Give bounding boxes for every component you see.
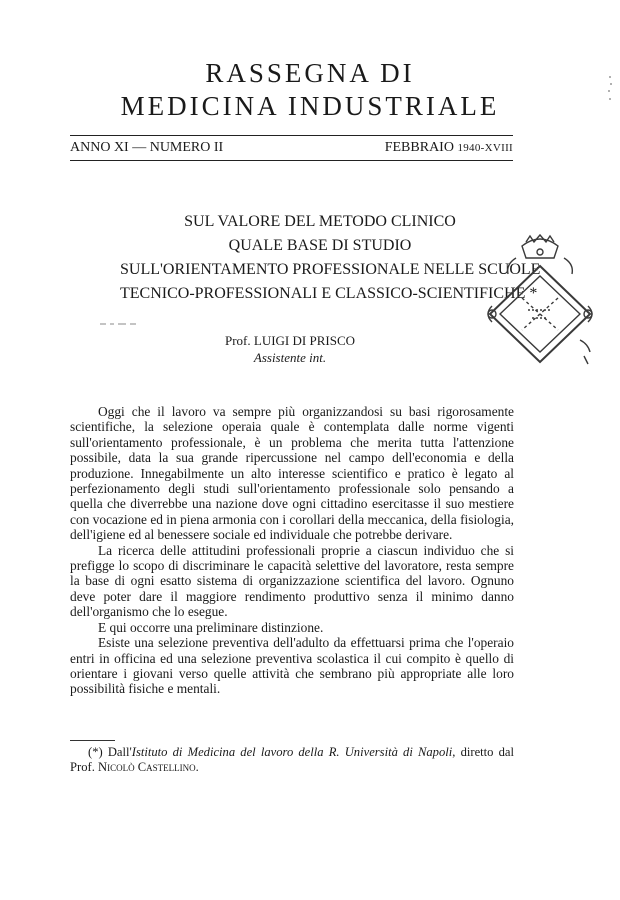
article-title-line-3: SULL'ORIENTAMENTO PROFESSIONALE NELLE SCUOLE [120,261,541,278]
footnote-institute: Istituto di Medicina del lavoro della R. Università di Napoli [131,745,453,759]
paragraph: E qui occorre una preliminare distinzione. [98,619,324,635]
library-stamp-icon [482,232,598,372]
paragraph: Oggi che il lavoro va sempre più organizzandosi su basi rigorosamente scientifiche, la selezione operaia quale è contemplata dalle norme vigenti sull'orientamento professionale, è un problema che merita tutta l'attenzione possibile, data la sua grande ripercussione nel campo dell'economia e della produzione. Innegabilmente un alto interesse scientifico e pratico è legato al perfezionamento degli studi sull'orientamento professionale solo pensando a quella che diverrebbe una nazione dove ogni cittadino esercitasse il suo mestiere con vocazione ed in piena armonia con i corollari della meccanica, della fisiologia, dell'igiene ed al benessere sociale ed individuale che potrebbe derivare. [70,404,514,543]
smudge-mark [100,322,140,326]
footnote-rule [70,740,115,741]
edge-marks [606,74,614,102]
journal-title-line-2: MEDICINA INDUSTRIALE [120,91,500,121]
journal-title-line-1: RASSEGNA DI [205,58,415,88]
footnote-middle: , diretto dal Prof. [70,745,514,774]
body-text [70,404,514,697]
footnote [70,745,514,775]
author-name: Prof. LUIGI DI PRISCO [225,333,355,348]
paragraph: La ricerca delle attitudini professionali proprie a ciascun individuo che si prefigge lo scopo di discriminare le capacità selettive del lavoratore, resta sempre la base di ogni esatto sistema di organizzazione scientifica del lavoro. Ognuno deve poter dare il maggiore rendimento produttivo senza il minimo danno dell'organismo che lo esegue. [70,542,514,620]
article-title-line-1: SUL VALORE DEL METODO CLINICO [184,213,456,230]
author-role: Assistente int. [253,350,327,365]
issue-year: 1940-XVIII [457,142,513,154]
footnote-director: Nicolò Castellino [98,760,196,774]
header-rule-bottom [70,160,513,161]
footnote-end: . [195,760,199,774]
header-rule-top [70,135,513,136]
footnote-marker: (*) Dall' [88,745,132,759]
issue-volume: ANNO XI — NUMERO II [70,140,224,155]
article-title-line-2: QUALE BASE DI STUDIO [228,237,412,254]
issue-month: FEBBRAIO [384,140,458,155]
issue-date [385,139,513,157]
article-title-line-4: TECNICO-PROFESSIONALI E CLASSICO-SCIENTIFICHE * [120,285,538,302]
paragraph: Esiste una selezione preventiva dell'adulto da effettuarsi prima che l'operaio entri in officina ed una selezione preventiva scolastica il cui compito è quello di orientare i giovani verso quelle attività che sembrano più appropriate alle loro possibilità fisiche e mentali. [70,635,514,697]
